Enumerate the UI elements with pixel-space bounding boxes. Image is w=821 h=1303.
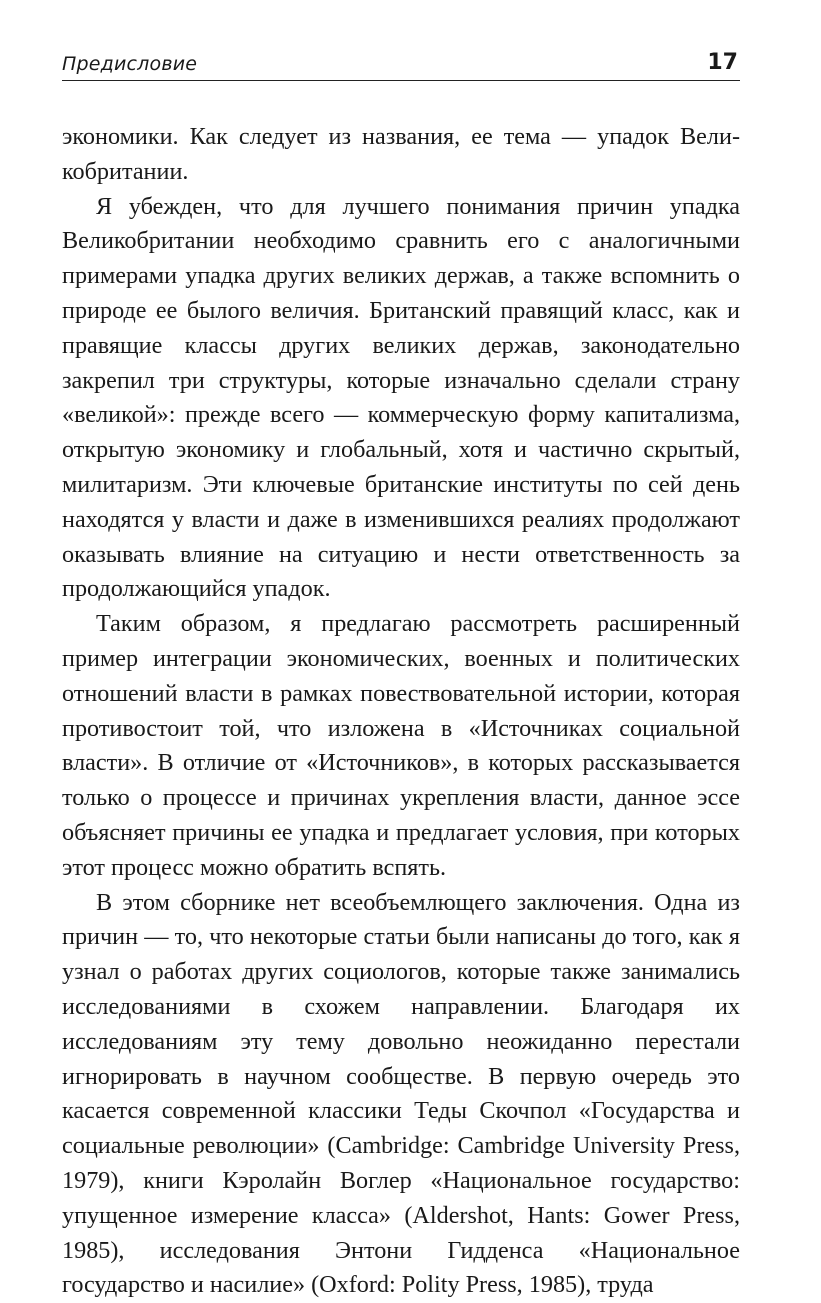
running-header	[62, 50, 740, 81]
paragraph: В этом сборнике нет всеобъемлющего заключения. Одна из причин — то, что некоторые статьи были написаны до того, как я узнал о работах других социологов, которые также занимались исследованиями в схожем направлении. Благодаря их исследованиям эту тему довольно неожиданно перестали игнорировать в научном сообществе. В первую очередь это касается современной классики Теды Скочпол «Государства и социальные революции» (Cambridge: Cambridge University Press, 1979), книги Кэролайн Воглер «Национальное государство: упущенное измерение класса» (Aldershot, Hants: Gower Press, 1985), исследования Энтони Гидденса «Национальное государство и насилие» (Oxford: Polity Press, 1985), труда	[62, 888, 740, 1299]
paragraph-continuation: экономики. Как следует из названия, ее тема — упадок Великобритании.	[62, 123, 740, 185]
paragraph: Я убежден, что для лучшего понимания причин упадка Великобритании необходимо сравнить его с аналогичными примерами упадка других великих держав, а также вспомнить о природе ее былого величия. Британский правящий класс, как и правящие классы других великих держав, законодательно закрепил три структуры, которые изначально сделали страну «великой»: прежде всего — коммерческую форму капитализма, открытую экономику и глобальный, хотя и частично скрытый, милитаризм. Эти ключевые британские институты по сей день находятся у власти и даже в изменившихся реалиях продолжают оказывать влияние на ситуацию и нести ответственность за продолжающийся упадок.	[62, 192, 740, 603]
paragraph: Таким образом, я предлагаю рассмотреть расширенный пример интеграции экономических, военных и политических отношений власти в рамках повествовательной истории, которая противостоит той, что изложена в «Источниках социальной власти». В отличие от «Источников», в которых рассказывается только о процессе и причинах укрепления власти, данное эссе объясняет причины ее упадка и предлагает условия, при которых этот процесс можно обратить вспять.	[62, 610, 740, 881]
page-number: 17	[707, 50, 738, 75]
chapter-title: Предисловие	[62, 53, 198, 75]
body-text	[62, 120, 740, 1303]
